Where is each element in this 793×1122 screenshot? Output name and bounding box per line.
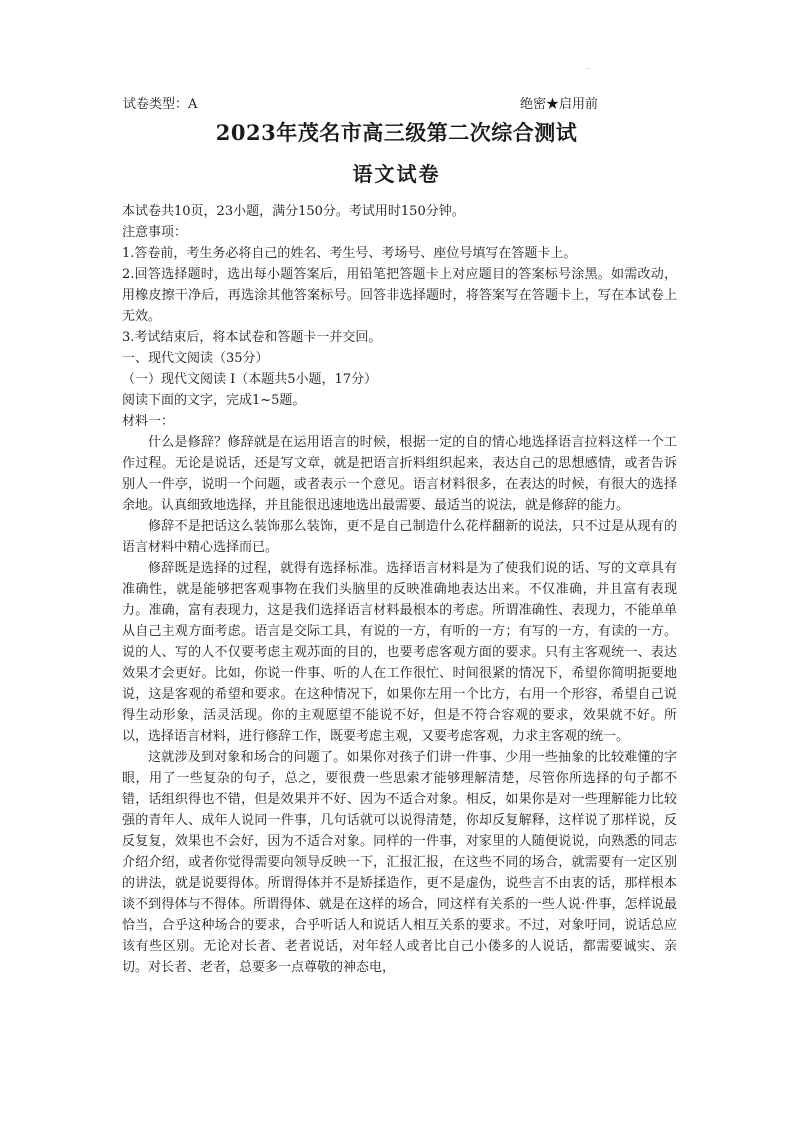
notes-heading: 注意事项： xyxy=(122,225,188,240)
section-heading: 一、现代文阅读（35分） xyxy=(122,351,269,366)
material-label: 材料一： xyxy=(122,414,175,429)
scan-dot: . xyxy=(587,62,590,71)
passage-paragraph: 修辞既是选择的过程，就得有选择标准。选择语言材料是为了使我们说的话、写的文章具有准确性，就是能够把客观事物在我们头脑里的反映准确地表达出来。不仅准确，并且富有表现力。准确，富有表现力，这是我们选择语言材料最根本的考虑。所谓准确性、表现力，不能单单从自己主观方面考虑。语言是交际工具，有说的一方，有听的一方；有写的一方，有读的一方。说的人、写的人不仅要考虑主观苏面的目的，也要考虑客观方面的要求。只有主客观统一、表达效果才会更好。比如，你说一件事、听的人在工作很忙、时间很紧的情况下，希望你简明扼要地说，这是客观的希望和要求。在这种情况下，如果你左用一个比方，右用一个形容，希望自己说得生动形象，活灵活现。你的主观愿望不能说不好，但是不符合容观的要求，效果就不好。所以，选择语言材料，进行修辞工作，既要考虑主观，又要考虑客观，力求主客观的统一。 xyxy=(122,561,677,744)
exam-subtitle: 语文试卷 xyxy=(352,162,441,186)
passage-paragraph: 这就涉及到对象和场合的问题了。如果你对孩子们讲一件事、少用一些抽象的比较难懂的字眼，用了一些复杂的句子，总之，要很费一些思索才能够理解清楚，尽管你所选择的句子都不错，话组织得也不错，但是效果并不好、因为不适合对象。相反，如果你是对一些理解能力比较强的青年人、成年人说同一件事，几句话就可以说得清楚，你却反复解释，这样说了那样说，反反复复，效果也不会好，因为不适合对象。同样的一件事，对家里的人随便说说，向熟悉的同志介绍介绍，或者你觉得需要向领导反映一下，汇报汇报，在这些不同的场合，就需要有一定区别的讲法，就是说要得体。所谓得体并不是矫揉造作，更不是虚伪，说些言不由衷的话，那样根本谈不到得体与不得体。所谓得体、就是在这样的场合，同这样有关系的一些人说·件事，怎样说最恰当，合乎这种场合的要求，合乎听话人和说话人相互关系的要求。不过，对象吁同，说话总应该有些区别。无论对长者、老者说话，对年轻人或者比自己小偻多的人说话，都需要诚实、亲切。对长者、老者，总要多一点尊敬的神态电， xyxy=(122,750,677,975)
exam-body xyxy=(122,201,677,978)
exam-type-label: 试卷类型：A xyxy=(123,97,198,112)
note-item: 3.考试结束后，将本试卷和答题卡一并交回。 xyxy=(122,330,382,345)
exam-intro: 本试卷共10页，23小题，满分150分。考试用时150分钟。 xyxy=(122,204,465,219)
passage-paragraph: 什么是修辞？修辞就是在运用语言的时候，根据一定的自的情心地选择语言拉料这样一个工作过程。无论是说话，还是写文章，就是把语言折料组织起来，表达自己的思想感情，或者告诉别人一件亭，说明一个问题，或者表示一个意见。语言材料很多，在表达的时候，有很大的选择余地。认真细致地选择，并且能很迅速地选出最需要、最适当的说法，就是修辞的能力。 xyxy=(122,435,677,513)
note-item: 2.回答选择题时，选出每小题答案后，用铅笔把答题卡上对应题目的答案标号涂黑。如需改动，用橡皮擦干净后，再选涂其他答案标号。回答非选择题时，将答案写在答题卡上，写在本试卷上无效。 xyxy=(122,267,677,324)
confidential-label: 绝密★启用前 xyxy=(519,97,598,112)
exam-title: 2023年茂名市高三级第二次综合测试 xyxy=(215,120,578,145)
reading-instruction: 阅读下面的文字，完成1~5题。 xyxy=(122,393,306,408)
note-item: 1.答卷前，考生务必将自己的姓名、考生号、考场号、座位号填写在答题卡上。 xyxy=(122,246,577,261)
subsection-heading: （一）现代文阅读 I（本题共5小题，17分） xyxy=(122,372,378,387)
passage-paragraph: 修辞不是把话这么装饰那么装饰，更不是自己制造什么花样翻新的说法，只不过是从现有的语言材料中精心选择而已。 xyxy=(122,519,677,555)
